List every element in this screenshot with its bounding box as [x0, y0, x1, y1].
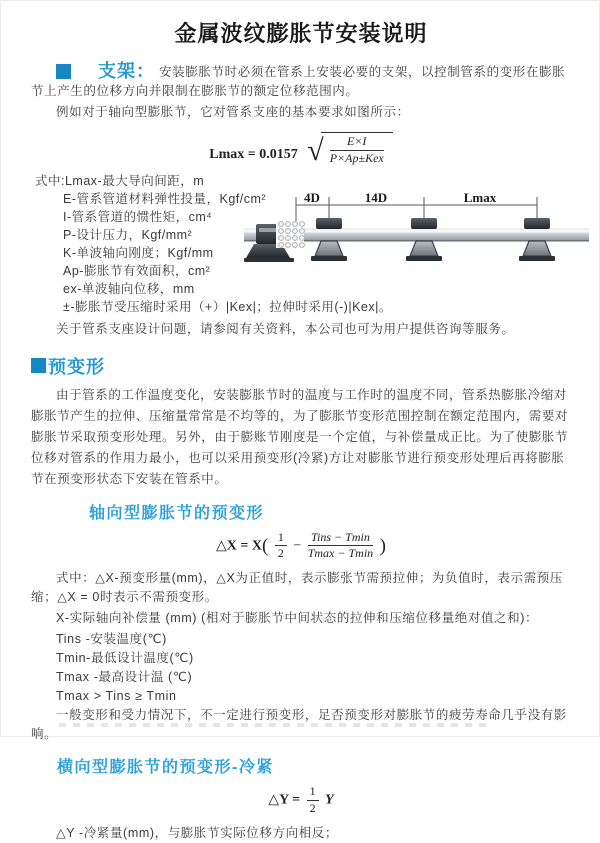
definition-item: K-单波轴向刚度；Kgf/mm	[63, 245, 214, 260]
minus-operator: −	[293, 538, 302, 554]
open-paren: (	[261, 535, 269, 557]
fraction-numerator: Tins − Tmin	[308, 531, 373, 547]
axial-closing-line: 一般变形和受力情况下，不一定进行预变形，足否预变形对膨胀节的疲劳寿命几乎没有影响。	[31, 708, 567, 742]
cutoff-text-remnant	[59, 723, 489, 727]
lmax-fraction-denominator: P×Ap±Kex	[329, 150, 384, 165]
support-heading-label: 支架：	[98, 61, 155, 81]
formula-prefix: △X = X	[216, 538, 262, 554]
formula-prefix: △Y =	[268, 792, 301, 808]
support-section-heading	[56, 62, 155, 81]
half-fraction	[307, 785, 319, 816]
temperature-definition-list	[31, 630, 571, 706]
radicand	[321, 132, 393, 166]
axial-predeform-subheading: 轴向型膨胀节的预变形	[89, 504, 265, 522]
temp-line: Tmin-最低设计温度(℃)	[56, 651, 194, 666]
radical	[307, 132, 392, 166]
predeform-section-heading	[31, 353, 571, 379]
lmax-fraction	[330, 135, 384, 166]
definition-item: Ap-膨胀节有效面积，cm²	[63, 263, 211, 278]
fraction-denominator: 2	[277, 546, 284, 561]
dim-label-lmax: Lmax	[463, 191, 497, 205]
pipe-support-diagram	[244, 191, 596, 287]
definition-item: P-设计压力，Kgf/mm²	[63, 227, 193, 242]
predeform-paragraph: 由于管系的工作温度变化，安装膨胀节时的温度与工作时的温度不同，管系热膨胀冷缩对膨胀节产生的拉伸、压缩量常常是不均等的，为了膨胀节变形范围控制在额定范围内，需要对膨胀节采取预变形处理。另外，由于膨账节刚度是一个定值，与补偿量成正比。为了使膨胀节位移对管系的作用力最小，也可以采用预变形(冷紧)方让对膨胀节进行预变形处理后再将膨胀节在预变形状态下安装在管系中。	[31, 387, 569, 486]
temp-line: Tins -安装温度(℃)	[56, 632, 167, 647]
lmax-formula	[31, 132, 571, 166]
definition-item: 式中:Lmax-最大导向间距，m	[35, 173, 205, 188]
definition-item: I-管系管道的惯性矩，cm⁴	[63, 209, 213, 224]
definition-item: ex-单波轴向位移，mm	[63, 281, 195, 296]
dim-label-14d: 14D	[364, 191, 388, 205]
support-intro-paragraph	[31, 62, 571, 101]
bellows-joint	[276, 221, 304, 248]
support-intro-text: 安装膨胀节时必须在管系上安装必要的支架，以控制管系的变形在膨胀节上产生的位移方向并限制在膨胀节的额定位移范围内。	[31, 65, 566, 98]
axial-explain-2: X-实际轴向补偿量 (mm) (相对于膨胀节中间状态的拉伸和压缩位移量绝对值之和)：	[56, 611, 539, 626]
formula-suffix: Y	[325, 792, 334, 808]
temp-line: Tmax -最高设计温 (℃)	[56, 670, 193, 685]
fraction-numerator: 1	[307, 785, 319, 801]
definition-item: E-管系管道材料弹性投量，Kgf/cm²	[63, 191, 267, 206]
section-square-icon	[31, 358, 46, 373]
fraction-denominator: Tmax − Tmin	[307, 546, 374, 561]
lateral-predeform-formula	[31, 785, 571, 816]
support-note: 关于管系支座设计问题，请参阅有关资料，本公司也可为用户提供咨询等服务。	[56, 321, 515, 336]
temperature-fraction	[308, 531, 373, 562]
lateral-explain-line: △Y -冷紧量(mm)，与膨胀节实际位移方向相反；	[56, 825, 339, 840]
lmax-formula-lhs: Lmax = 0.0157	[209, 146, 298, 162]
radical-sign-icon: √	[307, 133, 324, 167]
section-square-icon	[56, 64, 71, 79]
fraction-numerator: 1	[275, 531, 287, 547]
close-paren: )	[379, 535, 386, 557]
page-title: 金属波纹膨胀节安装说明	[174, 21, 428, 46]
fraction-denominator: 2	[309, 800, 316, 815]
dim-label-4d: 4D	[304, 191, 320, 205]
lateral-predeform-subheading: 横向型膨胀节的预变形-冷紧	[57, 759, 274, 777]
temp-line: Tmax > Tins ≥ Tmin	[56, 689, 177, 704]
axial-explain-1: 式中：△X-预变形量(mm)，△X为正值时，表示膨张节需预拉伸；为负值时，表示需预压缩；△X = 0时表示不需预变形。	[31, 571, 563, 605]
lmax-fraction-numerator: E×I	[330, 135, 384, 151]
support-example-line: 例如对于轴向型膨胀节，它对管系支座的基本要求如图所示：	[56, 105, 410, 119]
half-fraction	[275, 531, 287, 562]
definition-item: ±-膨胀节受压缩时采用（+）|Kex|；拉伸时采用(-)|Kex|。	[63, 299, 392, 314]
predeform-heading-label: 预变形	[48, 356, 105, 377]
axial-predeform-formula	[31, 531, 571, 562]
